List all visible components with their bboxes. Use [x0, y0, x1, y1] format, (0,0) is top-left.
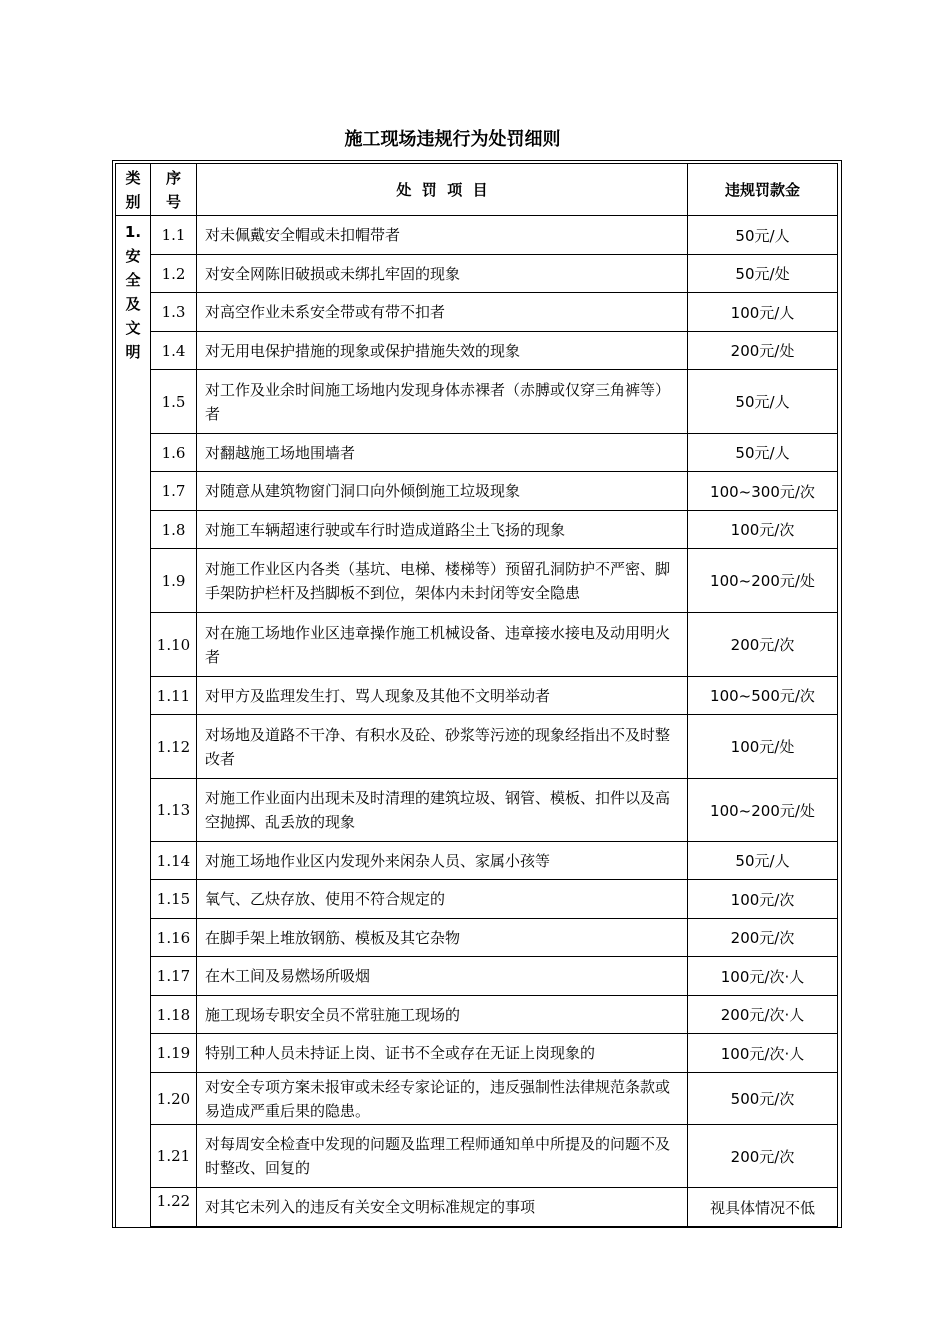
header-category-line2: 别: [125, 192, 141, 211]
row-seq: 1.16: [151, 919, 197, 957]
row-seq: 1.19: [151, 1034, 197, 1073]
table-row: [116, 613, 838, 677]
row-fine: 100元/次·人: [688, 1034, 838, 1073]
row-fine: 100~300元/次: [688, 472, 838, 511]
row-seq: 1.21: [151, 1125, 197, 1188]
row-fine: 50元/人: [688, 434, 838, 472]
table-row: [116, 511, 838, 549]
row-seq: 1.1: [151, 216, 197, 255]
table-row: [116, 1034, 838, 1073]
row-fine: 200元/处: [688, 332, 838, 370]
row-item: 施工现场专职安全员不常驻施工现场的: [197, 996, 688, 1034]
row-item: 对施工场地作业区内发现外来闲杂人员、家属小孩等: [197, 842, 688, 880]
row-fine: 200元/次: [688, 613, 838, 677]
row-seq: 1.14: [151, 842, 197, 880]
row-fine: 100元/次: [688, 880, 838, 919]
row-item: 对安全网陈旧破损或未绑扎牢固的现象: [197, 255, 688, 293]
row-seq: 1.8: [151, 511, 197, 549]
row-fine: 50元/处: [688, 255, 838, 293]
row-item: 对工作及业余时间施工场地内发现身体赤裸者（赤膊或仅穿三角裤等）者: [197, 370, 688, 434]
row-seq: 1.15: [151, 880, 197, 919]
category-char: 1.: [124, 223, 142, 241]
row-fine: 500元/次: [688, 1073, 838, 1125]
row-seq: 1.2: [151, 255, 197, 293]
row-fine: 50元/人: [688, 216, 838, 255]
header-category: [116, 164, 151, 216]
table-row: [116, 842, 838, 880]
row-seq: 1.5: [151, 370, 197, 434]
category-char: 安: [125, 247, 141, 265]
row-item: 对每周安全检查中发现的问题及监理工程师通知单中所提及的问题不及时整改、回复的: [197, 1125, 688, 1188]
row-fine: 50元/人: [688, 842, 838, 880]
row-fine: 200元/次·人: [688, 996, 838, 1034]
row-seq: 1.7: [151, 472, 197, 511]
row-item: 对施工作业面内出现未及时清理的建筑垃圾、钢管、模板、扣件以及高空抛掷、乱丢放的现象: [197, 779, 688, 842]
document-title: 施工现场违规行为处罚细则: [344, 129, 561, 150]
row-item: 对施工车辆超速行驶或车行时造成道路尘土飞扬的现象: [197, 511, 688, 549]
row-seq: 1.12: [151, 715, 197, 779]
row-fine: 100~200元/处: [688, 549, 838, 613]
header-item: 处 罚 项 目: [197, 164, 688, 216]
row-fine: 100元/人: [688, 293, 838, 332]
row-item: 特别工种人员未持证上岗、证书不全或存在无证上岗现象的: [197, 1034, 688, 1073]
row-item: 对施工作业区内各类（基坑、电梯、楼梯等）预留孔洞防护不严密、脚手架防护栏杆及挡脚板不到位，架体内未封闭等安全隐患: [197, 549, 688, 613]
table-row: [116, 996, 838, 1034]
row-item: 对在施工场地作业区违章操作施工机械设备、违章接水接电及动用明火者: [197, 613, 688, 677]
table-row: [116, 880, 838, 919]
table-row: [116, 216, 838, 255]
row-item: 氧气、乙炔存放、使用不符合规定的: [197, 880, 688, 919]
row-fine: 200元/次: [688, 919, 838, 957]
row-item: 在脚手架上堆放钢筋、模板及其它杂物: [197, 919, 688, 957]
table-row: [116, 549, 838, 613]
row-seq: 1.11: [151, 677, 197, 715]
table-row: [116, 919, 838, 957]
table-row: [116, 1073, 838, 1125]
row-seq: 1.6: [151, 434, 197, 472]
row-fine: 50元/人: [688, 370, 838, 434]
row-item: 对高空作业未系安全带或有带不扣者: [197, 293, 688, 332]
category-cell: [116, 216, 151, 1227]
header-seq-line2: 号: [165, 192, 181, 211]
row-seq: 1.13: [151, 779, 197, 842]
table-row: [116, 677, 838, 715]
table-row: [116, 779, 838, 842]
row-seq: 1.9: [151, 549, 197, 613]
row-fine: 100元/次·人: [688, 957, 838, 996]
header-seq-line1: 序: [165, 168, 181, 187]
table-row: [116, 1188, 838, 1227]
row-fine: 100元/处: [688, 715, 838, 779]
row-item: 对其它未列入的违反有关安全文明标准规定的事项: [197, 1188, 688, 1227]
row-item: 对无用电保护措施的现象或保护措施失效的现象: [197, 332, 688, 370]
row-fine: 视具体情况不低: [688, 1188, 838, 1227]
row-seq: 1.18: [151, 996, 197, 1034]
row-seq: 1.4: [151, 332, 197, 370]
penalty-table: [115, 163, 838, 1227]
row-seq: 1.17: [151, 957, 197, 996]
table-row: [116, 332, 838, 370]
table-row: [116, 1125, 838, 1188]
table-header-row: [116, 164, 838, 216]
category-char: 明: [125, 343, 141, 361]
row-fine: 100元/次: [688, 511, 838, 549]
table-row: [116, 715, 838, 779]
table-row: [116, 472, 838, 511]
row-item: 对甲方及监理发生打、骂人现象及其他不文明举动者: [197, 677, 688, 715]
row-fine: 100~500元/次: [688, 677, 838, 715]
row-item: 对翻越施工场地围墙者: [197, 434, 688, 472]
category-char: 文: [125, 319, 141, 337]
row-seq: 1.3: [151, 293, 197, 332]
header-category-line1: 类: [125, 168, 141, 187]
header-sequence: [151, 164, 197, 216]
category-char: 及: [125, 295, 141, 313]
row-item: 对安全专项方案未报审或未经专家论证的，违反强制性法律规范条款或易造成严重后果的隐患。: [197, 1073, 688, 1125]
row-seq: 1.22: [151, 1188, 197, 1227]
table-row: [116, 293, 838, 332]
row-item: 在木工间及易燃场所吸烟: [197, 957, 688, 996]
row-seq: 1.10: [151, 613, 197, 677]
row-fine: 200元/次: [688, 1125, 838, 1188]
table-row: [116, 370, 838, 434]
header-fine: 违规罚款金: [688, 164, 838, 216]
table-row: [116, 255, 838, 293]
row-fine: 100~200元/处: [688, 779, 838, 842]
row-item: 对随意从建筑物窗门洞口向外倾倒施工垃圾现象: [197, 472, 688, 511]
category-char: 全: [125, 271, 141, 289]
row-seq: 1.20: [151, 1073, 197, 1125]
row-item: 对场地及道路不干净、有积水及砼、砂浆等污迹的现象经指出不及时整改者: [197, 715, 688, 779]
row-item: 对未佩戴安全帽或未扣帽带者: [197, 216, 688, 255]
table-row: [116, 434, 838, 472]
table-row: [116, 957, 838, 996]
